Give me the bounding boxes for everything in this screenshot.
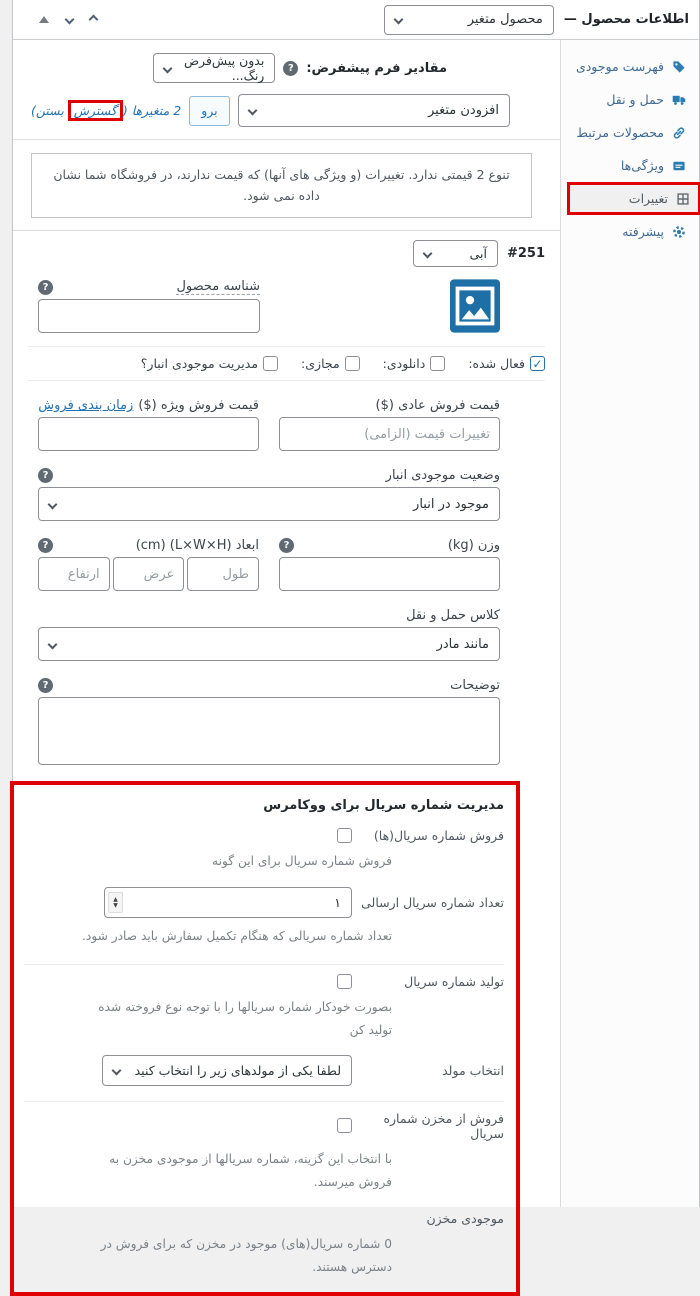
variations-toolbar xyxy=(13,85,560,140)
move-up-icon[interactable] xyxy=(39,16,49,23)
pool-sell-label: فروش از مخزن شماره سریال xyxy=(383,1110,504,1141)
help-icon[interactable]: ? xyxy=(38,538,53,553)
tab-label: ویژگی‌ها xyxy=(620,158,664,173)
sale-price-input[interactable] xyxy=(38,417,259,451)
checkbox-label: دانلودی: xyxy=(382,356,426,372)
product-data-tabs xyxy=(560,40,699,1207)
sell-serial-description: فروش شماره سریال برای این گونه xyxy=(212,854,392,869)
weight-label: وزن (kg) xyxy=(447,538,500,554)
variation-id: #251 xyxy=(506,246,545,262)
metabox-header xyxy=(13,0,699,40)
chevron-down-icon xyxy=(393,15,403,25)
checkbox[interactable] xyxy=(263,356,278,371)
stock-status-select[interactable] xyxy=(38,487,500,521)
sku-block xyxy=(38,279,260,333)
tab-advanced[interactable] xyxy=(561,215,699,248)
pool-stock-label: موجودی مخزن xyxy=(426,1211,504,1227)
divider xyxy=(24,1101,504,1102)
height-input[interactable] xyxy=(38,557,110,591)
checkbox-checked-icon[interactable]: ✓ xyxy=(530,356,545,371)
no-price-notice: تنوع 2 قیمتی ندارد. تغییرات (و ویژگی های آنها) که قیمت ندارند، در فروشگاه شما نشان داده نمی شود. xyxy=(31,153,532,218)
checkbox-virtual[interactable] xyxy=(301,356,360,371)
chevron-down-icon[interactable] xyxy=(65,15,75,25)
chevron-down-icon xyxy=(48,639,58,649)
deliver-count-row xyxy=(24,887,504,918)
help-icon[interactable]: ? xyxy=(283,61,298,76)
stepper-up-icon[interactable]: ▲ xyxy=(113,895,118,903)
shipping-class-label: کلاس حمل و نقل xyxy=(406,608,500,624)
sale-price-label: قیمت فروش ویژه ($) xyxy=(138,398,259,414)
serial-section-heading: مدیریت شماره سریال برای ووکامرس xyxy=(263,798,504,814)
paren: ( xyxy=(122,103,128,118)
description-textarea[interactable] xyxy=(38,697,500,765)
serial-number-section xyxy=(10,781,520,1295)
tab-label: فهرست موجودی xyxy=(575,59,664,74)
tab-label: محصولات مرتبط xyxy=(576,125,664,140)
sku-input[interactable] xyxy=(38,299,260,333)
checkbox-downloadable[interactable] xyxy=(383,356,446,371)
tab-linked-products[interactable] xyxy=(561,116,699,149)
regular-price-label: قیمت فروش عادی ($) xyxy=(375,398,500,414)
sell-serial-label: فروش شماره سریال(ها) xyxy=(373,828,504,844)
postbox xyxy=(12,0,700,1275)
default-attribute-select[interactable] xyxy=(153,53,275,83)
sku-label: شناسه محصول xyxy=(176,279,260,295)
generate-serial-checkbox[interactable] xyxy=(337,974,352,989)
tab-inventory[interactable] xyxy=(561,50,699,83)
stock-status-value: موجود در انبار xyxy=(413,496,489,512)
metabox-title: اطلاعات محصول — xyxy=(563,12,689,27)
variation-links xyxy=(31,100,181,121)
sale-price-field xyxy=(38,398,259,451)
length-input[interactable] xyxy=(187,557,259,591)
truck-icon xyxy=(672,93,686,107)
checkbox-enabled[interactable] xyxy=(468,356,545,371)
divider xyxy=(24,964,504,965)
chevron-down-icon xyxy=(112,1065,122,1075)
sell-serial-checkbox[interactable] xyxy=(337,828,352,843)
variation-image-placeholder[interactable] xyxy=(450,279,500,333)
variation-options-row xyxy=(28,346,545,381)
regular-price-input[interactable] xyxy=(279,417,500,451)
chevron-down-icon xyxy=(423,249,433,259)
pool-stock-description: 0 شماره سریال(های) موجود در مخزن که برای فروش در دسترس هستند. xyxy=(100,1237,392,1275)
weight-input[interactable] xyxy=(279,557,500,591)
stock-status-field xyxy=(38,468,500,521)
dimensions-label: ابعاد (L×W×H) (cm) xyxy=(135,538,259,554)
attributes-icon xyxy=(672,159,686,173)
expand-link[interactable]: گسترش xyxy=(68,100,123,121)
tab-shipping[interactable] xyxy=(561,83,699,116)
product-type-value: محصول متغیر xyxy=(467,12,543,27)
variation-action-value: افزودن متغیر xyxy=(428,103,499,118)
tab-attributes[interactable] xyxy=(561,149,699,182)
paren: ) xyxy=(31,103,36,118)
generate-serial-row xyxy=(24,974,504,989)
chevron-down-icon xyxy=(48,499,58,509)
generator-value: لطفا یکی از مولدهای زیر را انتخاب کنید xyxy=(134,1062,341,1078)
chevron-down-icon xyxy=(163,63,173,73)
checkbox-label: مدیریت موجودی انبار؟ xyxy=(140,356,259,372)
variations-count: 2 متغیرها xyxy=(131,103,182,118)
deliver-count-description: تعداد شماره سریالی که هنگام تکمیل سفارش باید صادر شود. xyxy=(82,929,392,944)
checkbox-label: فعال شده: xyxy=(468,356,525,372)
sell-serial-row xyxy=(24,828,504,843)
checkbox[interactable] xyxy=(345,356,360,371)
link-icon xyxy=(672,126,686,140)
default-form-values-row xyxy=(13,40,560,85)
generator-label: انتخاب مولد xyxy=(442,1062,504,1078)
deliver-count-label: تعداد شماره سریال ارسالی xyxy=(361,895,504,911)
variation-action-select[interactable] xyxy=(238,94,510,127)
help-icon[interactable]: ? xyxy=(38,678,53,693)
checkbox-label: مجازی: xyxy=(301,356,340,372)
tab-variations[interactable] xyxy=(567,182,700,215)
grid-icon xyxy=(676,192,690,206)
generate-serial-description: بصورت خودکار شماره سریالها را با توجه نوع فروخته شده تولید کن xyxy=(98,999,392,1037)
stepper-down-icon[interactable]: ▼ xyxy=(113,901,118,909)
pool-stock-row xyxy=(24,1211,504,1226)
tag-icon xyxy=(672,60,686,74)
generator-select[interactable] xyxy=(102,1055,352,1086)
pool-sell-description: با انتخاب این گزینه، شماره سریالها از موجودی مخزن به فروش میرسند. xyxy=(109,1151,392,1190)
close-link[interactable]: بستن xyxy=(35,103,64,118)
regular-price-field xyxy=(279,398,500,451)
shipping-class-select[interactable] xyxy=(38,627,500,661)
width-input[interactable] xyxy=(113,557,185,591)
pool-sell-checkbox[interactable] xyxy=(337,1118,352,1133)
metabox-controls xyxy=(27,16,97,23)
default-attribute-value: بدون پیش‌فرض رنگ... xyxy=(183,53,265,83)
stock-status-label: وضعیت موجودی انبار xyxy=(385,468,500,484)
tab-label: حمل و نقل xyxy=(606,92,664,107)
default-form-values-label: مقادیر فرم پیشفرض: xyxy=(306,60,447,76)
variation-fields xyxy=(13,398,560,769)
checkbox-manage-stock[interactable] xyxy=(141,356,278,371)
variation-row-header xyxy=(13,231,560,275)
dimensions-field xyxy=(38,538,259,591)
number-stepper[interactable] xyxy=(108,892,123,913)
chevron-down-icon xyxy=(247,106,257,116)
deliver-count-input[interactable] xyxy=(104,887,352,918)
help-icon[interactable]: ? xyxy=(279,538,294,553)
variations-panel xyxy=(13,40,560,1275)
checkbox[interactable] xyxy=(430,356,445,371)
shipping-class-value: مانند مادر xyxy=(436,636,489,652)
shipping-class-field xyxy=(38,608,500,661)
tab-label: پیشرفته xyxy=(622,224,664,239)
help-icon[interactable]: ? xyxy=(38,468,53,483)
tab-label: تغییرات xyxy=(628,191,668,206)
product-type-select[interactable] xyxy=(384,5,554,35)
weight-field xyxy=(279,538,500,591)
pool-sell-row xyxy=(24,1111,504,1141)
generator-row xyxy=(24,1055,504,1086)
gear-icon xyxy=(672,225,686,239)
description-field xyxy=(38,678,500,769)
description-label: توضیحات xyxy=(450,678,500,694)
generate-serial-label: تولید شماره سریال xyxy=(404,973,504,989)
chevron-up-icon[interactable] xyxy=(89,15,99,25)
variation-body-top xyxy=(13,275,560,333)
go-button[interactable]: برو xyxy=(189,96,229,126)
deliver-count-value: ۱ xyxy=(334,895,341,911)
variation-attribute-value: آبی xyxy=(469,246,487,262)
variation-attribute-select[interactable] xyxy=(413,240,498,267)
schedule-sale-link[interactable]: زمان بندی فروش xyxy=(38,398,134,414)
help-icon[interactable]: ? xyxy=(38,280,53,295)
